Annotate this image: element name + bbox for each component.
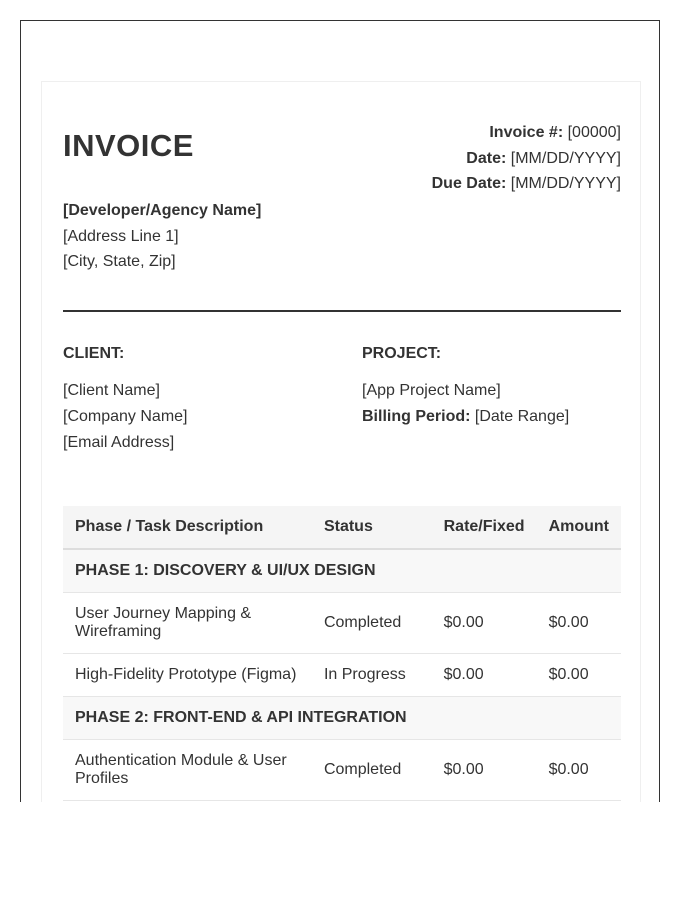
task-status: Completed	[312, 593, 432, 654]
table-row	[63, 654, 621, 697]
table-row	[63, 593, 621, 654]
invoice-meta	[432, 120, 621, 197]
phase-label: PHASE 2: FRONT-END & API INTEGRATION	[63, 697, 621, 740]
invoice-date-row	[432, 146, 621, 172]
invoice-number-value: [00000]	[567, 124, 621, 141]
task-amount: $0.00	[537, 593, 621, 654]
header-divider	[63, 310, 621, 312]
project-name: [App Project Name]	[362, 382, 501, 399]
column-header-status: Status	[312, 506, 432, 549]
invoice-due-date-row	[432, 171, 621, 197]
invoice-due-date-value: [MM/DD/YYYY]	[510, 175, 621, 192]
client-heading: CLIENT:	[63, 345, 125, 362]
client-email: [Email Address]	[63, 434, 175, 451]
task-description: Authentication Module & User Profiles	[63, 740, 312, 801]
sender-address-line1: [Address Line 1]	[63, 227, 179, 245]
sender-address-line2: [City, State, Zip]	[63, 253, 176, 270]
task-amount: $0.00	[537, 740, 621, 801]
column-header-description: Phase / Task Description	[63, 506, 312, 549]
sender-block	[63, 198, 261, 275]
task-description: User Journey Mapping & Wireframing	[63, 593, 312, 654]
table-row	[63, 740, 621, 801]
client-name: [Client Name]	[63, 382, 160, 399]
phase-row	[63, 697, 621, 740]
task-amount: $0.00	[537, 654, 621, 697]
task-status: In Progress	[312, 654, 432, 697]
phase-row	[63, 549, 621, 593]
line-items-table	[63, 506, 621, 801]
task-description: High-Fidelity Prototype (Figma)	[63, 654, 312, 697]
project-heading: PROJECT:	[362, 345, 442, 362]
billing-period-row	[362, 404, 569, 430]
invoice-number-label: Invoice #:	[489, 124, 564, 141]
task-rate: $0.00	[432, 593, 537, 654]
invoice-page	[41, 81, 641, 802]
invoice-number-row	[432, 120, 621, 146]
client-block	[63, 344, 188, 456]
table-header-row	[63, 506, 621, 549]
column-header-rate: Rate/Fixed	[432, 506, 537, 549]
project-block	[362, 344, 569, 430]
invoice-title: INVOICE	[63, 128, 194, 163]
billing-period-value: [Date Range]	[474, 408, 570, 425]
invoice-date-value: [MM/DD/YYYY]	[510, 149, 621, 167]
phase-label: PHASE 1: DISCOVERY & UI/UX DESIGN	[63, 549, 621, 593]
task-rate: $0.00	[432, 654, 537, 697]
task-rate: $0.00	[432, 740, 537, 801]
billing-period-label: Billing Period:	[362, 408, 471, 425]
column-header-amount: Amount	[537, 506, 621, 549]
invoice-date-label: Date:	[466, 149, 507, 167]
invoice-due-date-label: Due Date:	[431, 175, 507, 192]
sender-name: [Developer/Agency Name]	[63, 202, 262, 219]
task-status: Completed	[312, 740, 432, 801]
client-company: [Company Name]	[63, 408, 188, 425]
document-frame	[20, 20, 660, 802]
